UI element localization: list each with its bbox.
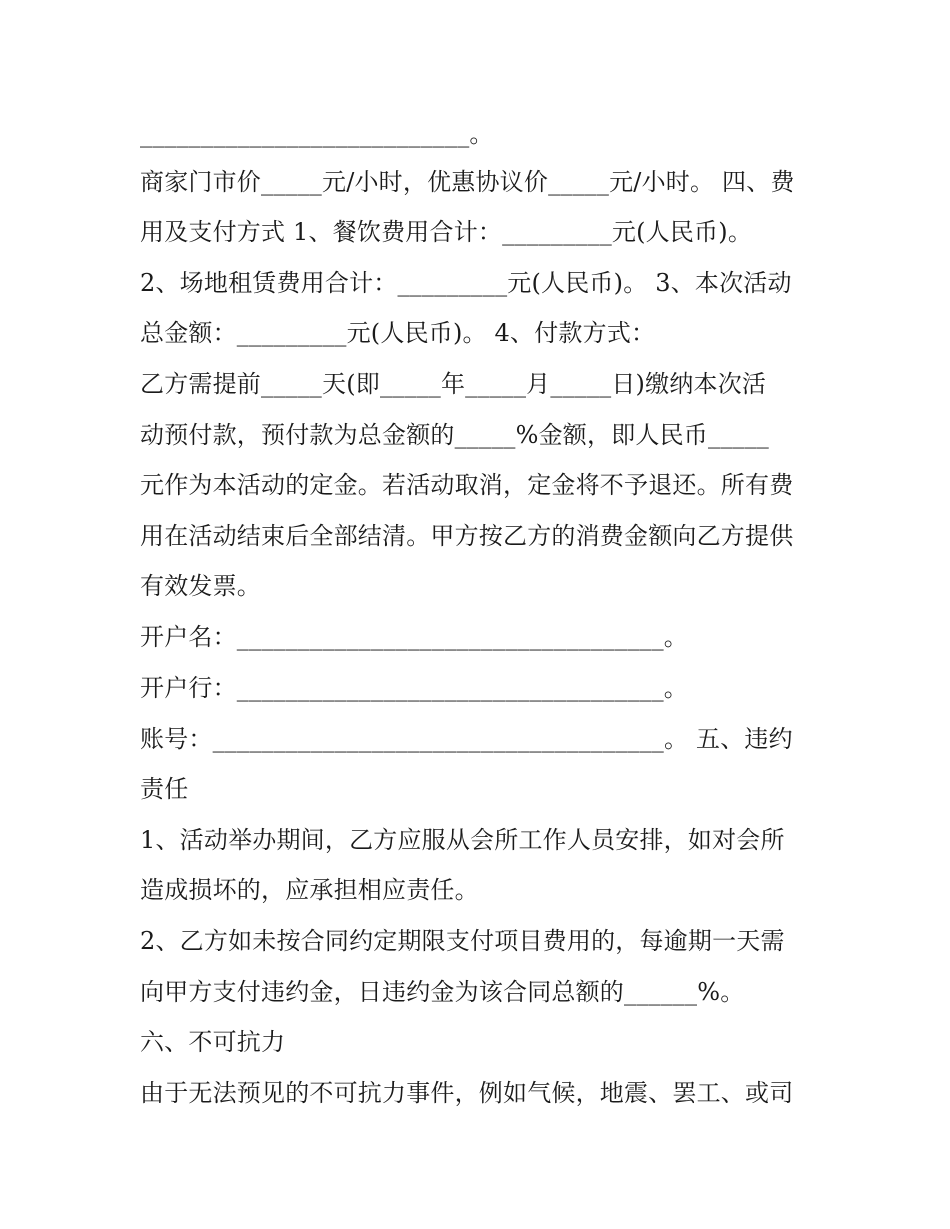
text-line: 造成损坏的，应承担相应责任。	[140, 876, 479, 904]
text-line: 由于无法预见的不可抗力事件，例如气候，地震、罢工、或司	[140, 1079, 794, 1107]
text-line: 2、乙方如未按合同约定期限支付项目费用的，每逾期一天需	[140, 927, 785, 955]
text-line: 向甲方支付违约金，日违约金为该合同总额的______%。	[140, 978, 745, 1006]
text-line: 用及支付方式 1、餐饮费用合计：_________元(人民币)。	[140, 218, 753, 246]
text-line: 商家门市价_____元/小时，优惠协议价_____元/小时。 四、费	[140, 168, 795, 196]
text-line: ___________________________。	[140, 120, 494, 148]
text-line: 乙方需提前_____天(即_____年_____月_____日)缴纳本次活	[140, 370, 767, 398]
text-line: 用在活动结束后全部结清。甲方按乙方的消费金额向乙方提供	[140, 522, 794, 550]
text-line: 元作为本活动的定金。若活动取消，定金将不予退还。所有费	[140, 471, 794, 499]
text-line: 1、活动举办期间，乙方应服从会所工作人员安排，如对会所	[140, 826, 785, 854]
text-line: 六、不可抗力	[140, 1028, 286, 1056]
text-line: 动预付款，预付款为总金额的_____%金额，即人民币_____	[140, 421, 770, 449]
text-line: 账号：_____________________________________。 五、违约	[140, 725, 793, 753]
text-line: 2、场地租赁费用合计：_________元(人民币)。 3、本次活动	[140, 269, 792, 297]
text-line: 开户名：___________________________________。	[140, 623, 688, 651]
text-line: 责任	[140, 775, 189, 803]
text-line: 有效发票。	[140, 572, 261, 600]
text-line: 总金额：_________元(人民币)。 4、付款方式：	[140, 319, 656, 347]
text-line: 开户行：___________________________________。	[140, 674, 688, 702]
